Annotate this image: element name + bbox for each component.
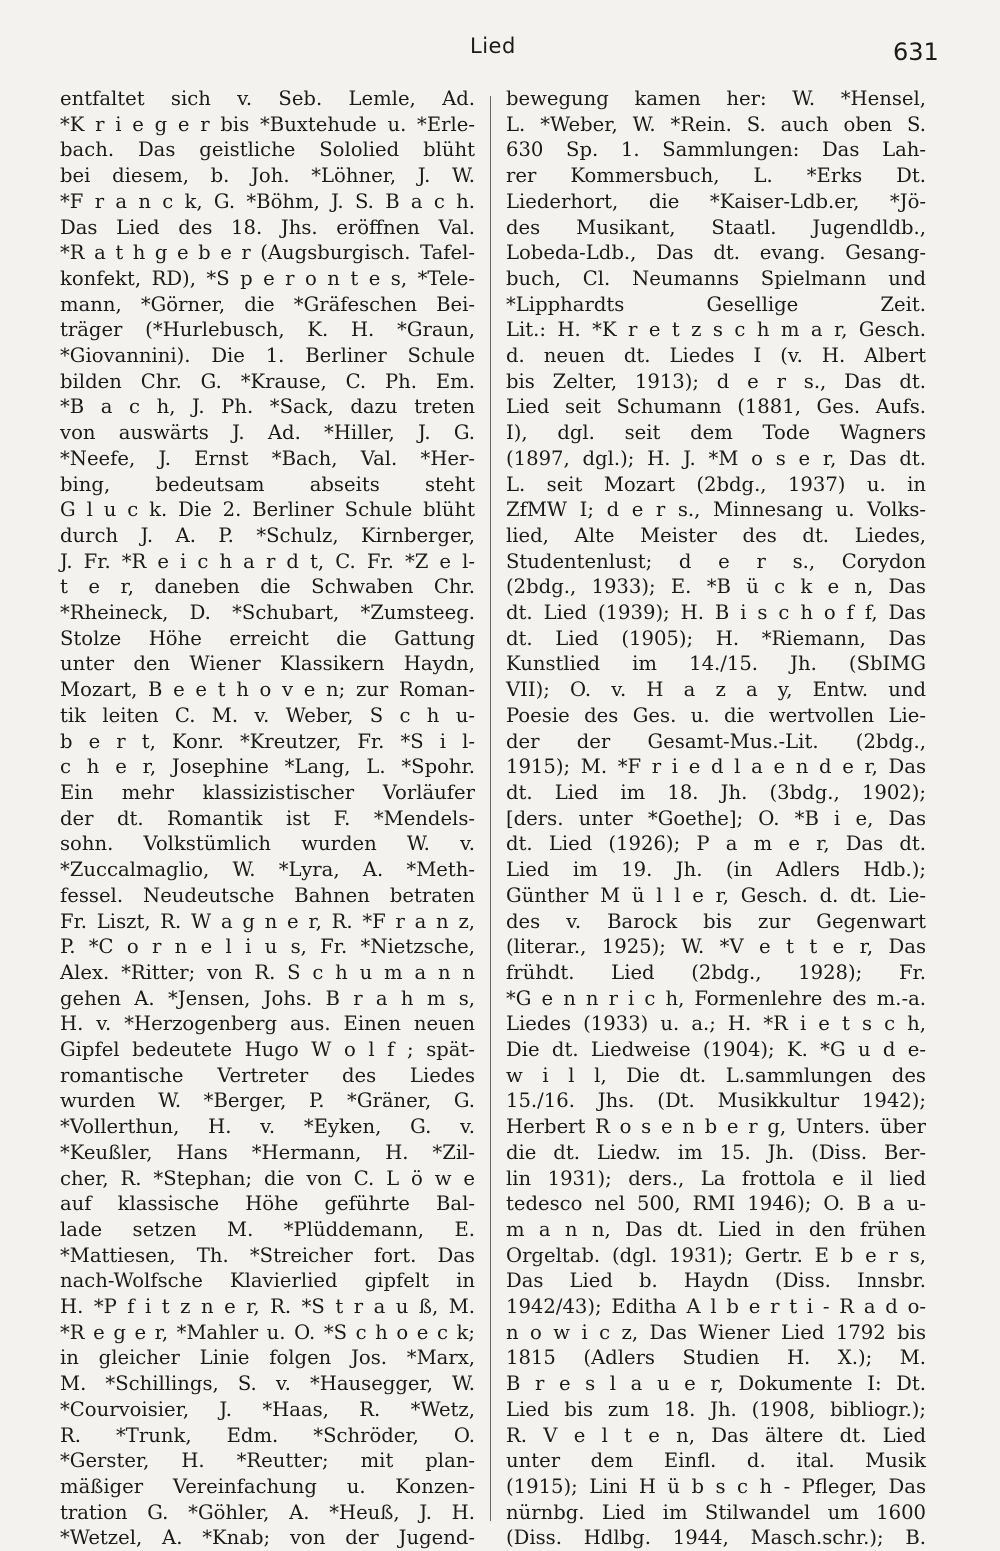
text-line: *Zuccalmaglio, W. *Lyra, A. *Meth- [60,858,475,882]
text-line: auf klassische Höhe geführte Bal- [60,1192,475,1216]
text-line: *Neefe, J. Ernst *Bach, Val. *Her- [60,446,475,470]
text-line: dt. Lied (1905); H. *Riemann, Das [506,626,926,650]
text-line: I), dgl. seit dem Tode Wagners [506,421,926,445]
text-line: sohn. Volkstümlich wurden W. v. [60,832,475,856]
text-line: des v. Barock bis zur Gegenwart [506,909,926,933]
text-line: *Courvoisier, J. *Haas, R. *Wetz, [60,1397,475,1421]
text-line: Lobeda-Ldb., Das dt. evang. Gesang- [506,241,926,265]
text-line: buch, Cl. Neumanns Spielmann und [506,266,926,290]
text-line: *Gerster, H. *Reutter; mit plan- [60,1449,475,1473]
text-line: *Giovannini). Die 1. Berliner Schule [60,344,475,368]
text-line: Lied seit Schumann (1881, Ges. Aufs. [506,395,926,419]
text-line: Günther M ü l l e r, Gesch. d. dt. Lie- [506,883,926,907]
text-line: träger (*Hurlebusch, K. H. *Graun, [60,318,475,342]
text-line: (Diss. Hdlbg. 1944, Masch.schr.); B. [506,1526,926,1550]
text-line: Lied im 19. Jh. (in Adlers Hdb.); [506,858,926,882]
text-line: *Rheineck, D. *Schubart, *Zumsteeg. [60,601,475,625]
text-line: bis Zelter, 1913); d e r s., Das dt. [506,369,926,393]
page-number: 631 [893,38,939,66]
text-line: Studentenlust; d e r s., Corydon [506,549,926,573]
text-line: des Musikant, Staatl. Jugendldb., [506,215,926,239]
text-line: *G e n n r i c h, Formenlehre des m.-a. [506,986,926,1010]
text-line: VII); O. v. H a z a y, Entw. und [506,678,926,702]
text-line: n o w i c z, Das Wiener Lied 1792 bis [506,1320,926,1344]
text-line: *Vollerthun, H. v. *Eyken, G. v. [60,1115,475,1139]
text-line: Das Lied b. Haydn (Diss. Innsbr. [506,1269,926,1293]
text-line: H. v. *Herzogenberg aus. Einen neuen [60,1012,475,1036]
text-line: L. seit Mozart (2bdg., 1937) u. in [506,472,926,496]
text-line: R. V e l t e n, Das ältere dt. Lied [506,1423,926,1447]
text-line: Mozart, B e e t h o v e n; zur Roman- [60,678,475,702]
text-line: von auswärts J. Ad. *Hiller, J. G. [60,421,475,445]
text-line: lin 1931); ders., La frottola e il lied [506,1166,926,1190]
text-line: J. Fr. *R e i c h a r d t, C. Fr. *Z e l- [60,549,475,573]
text-line: m a n n, Das dt. Lied in den frühen [506,1217,926,1241]
text-line: bewegung kamen her: W. *Hensel, [506,87,926,110]
text-line: 15./16. Jhs. (Dt. Musikkultur 1942); [506,1089,926,1113]
text-line: *B a c h, J. Ph. *Sack, dazu treten [60,395,475,419]
text-line: *R a t h g e b e r (Augsburgisch. Tafel- [60,241,475,265]
text-line: Liedes (1933) u. a.; H. *R i e t s c h, [506,1012,926,1036]
text-line: 1915); M. *F r i e d l a e n d e r, Das [506,755,926,779]
column-divider [490,96,491,1521]
text-line: Kunstlied im 14./15. Jh. (SbIMG [506,652,926,676]
text-line: mann, *Görner, die *Gräfeschen Bei- [60,292,475,316]
text-line: 1942/43); Editha A l b e r t i - R a d o- [506,1295,926,1319]
text-line: rer Kommersbuch, L. *Erks Dt. [506,164,926,188]
text-line: bei diesem, b. Joh. *Löhner, J. W. [60,164,475,188]
text-line: Alex. *Ritter; von R. S c h u m a n n [60,960,475,984]
right-column [506,86,926,1551]
text-line: (1915); Lini H ü b s c h - Pfleger, Das [506,1474,926,1498]
text-line: romantische Vertreter des Liedes [60,1063,475,1087]
text-line: bing, bedeutsam abseits steht [60,472,475,496]
text-line: lied, Alte Meister des dt. Liedes, [506,523,926,547]
text-line: B r e s l a u e r, Dokumente I: Dt. [506,1372,926,1396]
text-line: tration G. *Göhler, A. *Heuß, J. H. [60,1500,475,1524]
text-line: gehen A. *Jensen, Johs. B r a h m s, [60,986,475,1010]
text-line: *R e g e r, *Mahler u. O. *S c h o e c k; [60,1320,475,1344]
text-line: Die dt. Liedweise (1904); K. *G u d e- [506,1038,926,1062]
text-line: *Lipphardts Gesellige Zeit. [506,292,926,316]
text-line: w i l l, Die dt. L.sammlungen des [506,1063,926,1087]
text-line: *Mattiesen, Th. *Streicher fort. Das [60,1243,475,1267]
text-line: nürnbg. Lied im Stilwandel um 1600 [506,1500,926,1524]
text-line: durch J. A. P. *Schulz, Kirnberger, [60,523,475,547]
text-line: dt. Lied (1939); H. B i s c h o f f, Das [506,601,926,625]
text-line: *Wetzel, A. *Knab; von der Jugend- [60,1526,475,1550]
text-line: bilden Chr. G. *Krause, C. Ph. Em. [60,369,475,393]
text-line: Liederhort, die *Kaiser-Ldb.er, *Jö- [506,189,926,213]
text-line: tik leiten C. M. v. Weber, S c h u- [60,703,475,727]
text-line: P. *C o r n e l i u s, Fr. *Nietzsche, [60,935,475,959]
text-line: (1897, dgl.); H. J. *M o s e r, Das dt. [506,446,926,470]
text-line: wurden W. *Berger, P. *Gräner, G. [60,1089,475,1113]
text-line: Herbert R o s e n b e r g, Unters. über [506,1115,926,1139]
text-line: L. *Weber, W. *Rein. S. auch oben S. [506,112,926,136]
text-line: Orgeltab. (dgl. 1931); Gertr. E b e r s, [506,1243,926,1267]
text-line: die dt. Liedw. im 15. Jh. (Diss. Ber- [506,1140,926,1164]
text-line: (literar., 1925); W. *V e t t e r, Das [506,935,926,959]
text-line: 630 Sp. 1. Sammlungen: Das Lah- [506,138,926,162]
text-line: nach-Wolfsche Klavierlied gipfelt in [60,1269,475,1293]
text-line: tedesco nel 500, RMI 1946); O. B a u- [506,1192,926,1216]
text-line: Stolze Höhe erreicht die Gattung [60,626,475,650]
running-head: Lied [470,34,516,58]
text-line: konfekt, RD), *S p e r o n t e s, *Tele- [60,266,475,290]
text-line: G l u c k. Die 2. Berliner Schule blüht [60,498,475,522]
text-line: Lied bis zum 18. Jh. (1908, bibliogr.); [506,1397,926,1421]
text-line: lade setzen M. *Plüddemann, E. [60,1217,475,1241]
text-line: bach. Das geistliche Sololied blüht [60,138,475,162]
text-line: d. neuen dt. Liedes I (v. H. Albert [506,344,926,368]
text-line: Das Lied des 18. Jhs. eröffnen Val. [60,215,475,239]
text-line: H. *P f i t z n e r, R. *S t r a u ß, M. [60,1295,475,1319]
text-line: *F r a n c k, G. *Böhm, J. S. B a c h. [60,189,475,213]
text-line: ZfMW I; d e r s., Minnesang u. Volks- [506,498,926,522]
text-line: unter den Wiener Klassikern Haydn, [60,652,475,676]
text-line: *Keußler, Hans *Hermann, H. *Zil- [60,1140,475,1164]
text-line: c h e r, Josephine *Lang, L. *Spohr. [60,755,475,779]
text-line: frühdt. Lied (2bdg., 1928); Fr. [506,960,926,984]
text-line: *K r i e g e r bis *Buxtehude u. *Erle- [60,112,475,136]
text-line: der dt. Romantik ist F. *Mendels- [60,806,475,830]
text-line: M. *Schillings, S. v. *Hausegger, W. [60,1372,475,1396]
text-line: [ders. unter *Goethe]; O. *B i e, Das [506,806,926,830]
text-line: Poesie des Ges. u. die wertvollen Lie- [506,703,926,727]
text-line: mäßiger Vereinfachung u. Konzen- [60,1474,475,1498]
text-line: dt. Lied im 18. Jh. (3bdg., 1902); [506,780,926,804]
text-line: dt. Lied (1926); P a m e r, Das dt. [506,832,926,856]
text-line: unter dem Einfl. d. ital. Musik [506,1449,926,1473]
text-line: b e r t, Konr. *Kreutzer, Fr. *S i l- [60,729,475,753]
left-column [60,86,475,1551]
text-line: cher, R. *Stephan; die von C. L ö w e [60,1166,475,1190]
text-line: der der Gesamt-Mus.-Lit. (2bdg., [506,729,926,753]
text-line: Lit.: H. *K r e t z s c h m a r, Gesch. [506,318,926,342]
text-line: Ein mehr klassizistischer Vorläufer [60,780,475,804]
text-line: Gipfel bedeutete Hugo W o l f ; spät- [60,1038,475,1062]
text-line: t e r, daneben die Schwaben Chr. [60,575,475,599]
text-line: entfaltet sich v. Seb. Lemle, Ad. [60,87,475,110]
text-line: in gleicher Linie folgen Jos. *Marx, [60,1346,475,1370]
text-line: 1815 (Adlers Studien H. X.); M. [506,1346,926,1370]
text-line: fessel. Neudeutsche Bahnen betraten [60,883,475,907]
text-line: (2bdg., 1933); E. *B ü c k e n, Das [506,575,926,599]
text-line: Fr. Liszt, R. W a g n e r, R. *F r a n z, [60,909,475,933]
text-line: R. *Trunk, Edm. *Schröder, O. [60,1423,475,1447]
